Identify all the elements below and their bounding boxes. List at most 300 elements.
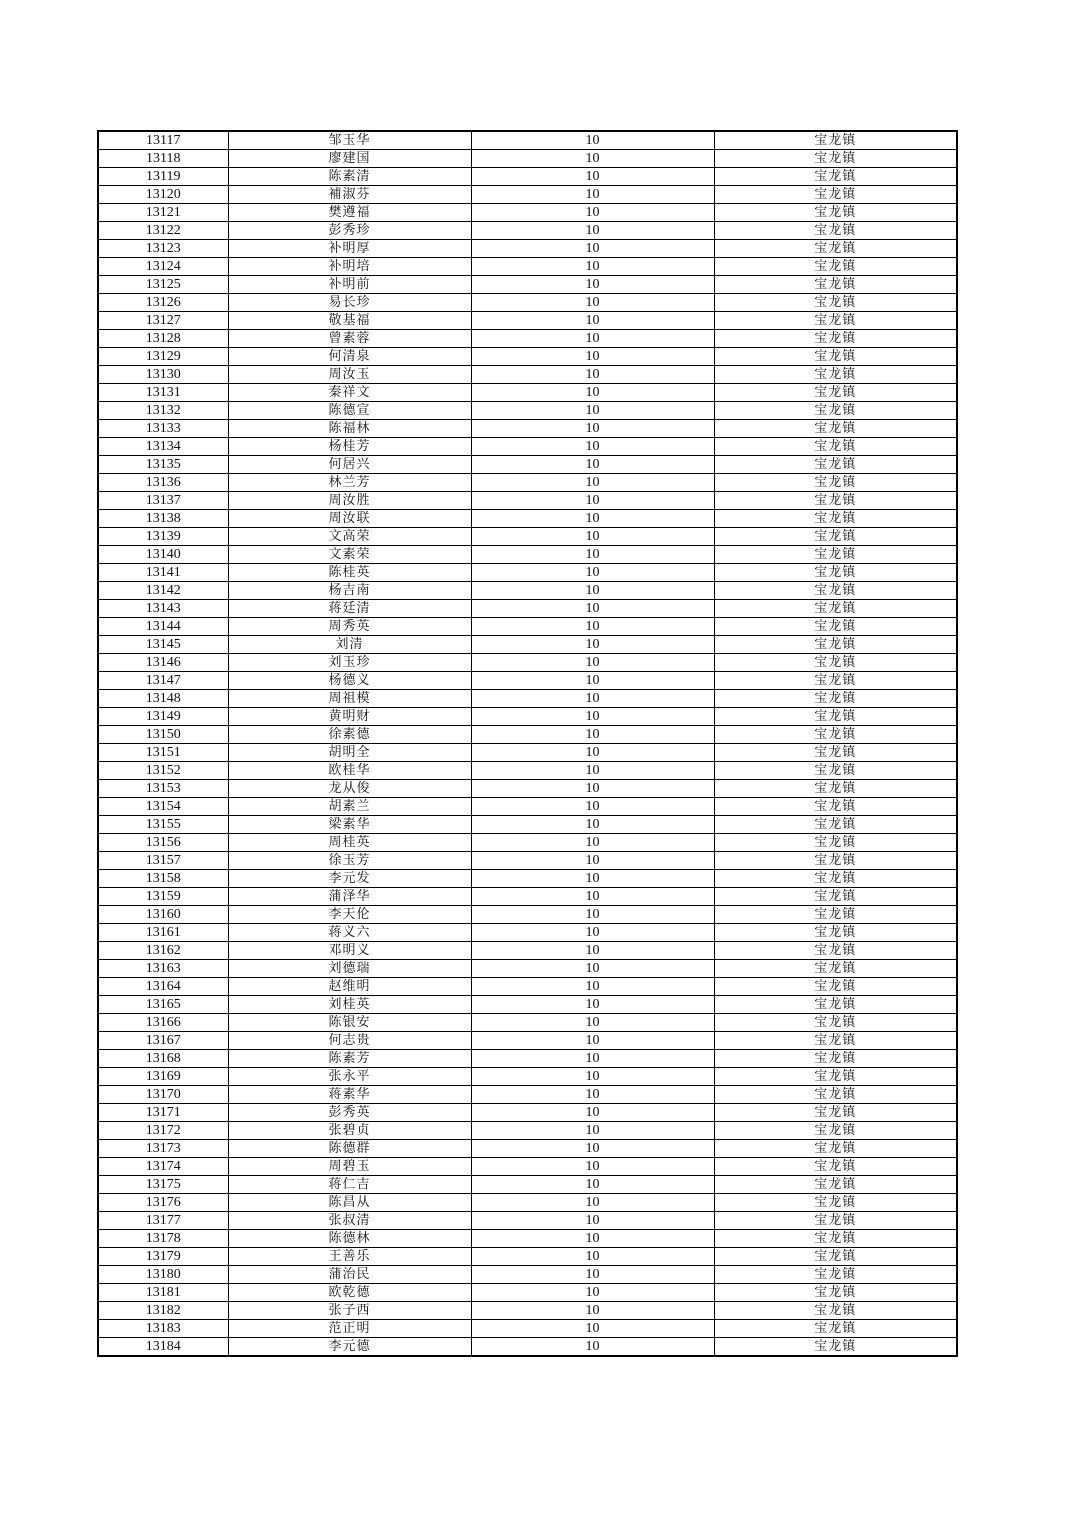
town-cell: 宝龙镇 xyxy=(714,546,957,564)
town-cell: 宝龙镇 xyxy=(714,600,957,618)
amount-cell: 10 xyxy=(471,564,714,582)
table-row xyxy=(98,1032,957,1050)
row-number-cell: 13143 xyxy=(98,600,228,618)
town-cell: 宝龙镇 xyxy=(714,870,957,888)
name-cell: 陈银安 xyxy=(228,1014,471,1032)
table-row xyxy=(98,384,957,402)
table-row xyxy=(98,510,957,528)
table-row xyxy=(98,492,957,510)
table-row xyxy=(98,1122,957,1140)
row-number-cell: 13160 xyxy=(98,906,228,924)
table-row xyxy=(98,960,957,978)
row-number-cell: 13175 xyxy=(98,1176,228,1194)
town-cell: 宝龙镇 xyxy=(714,474,957,492)
town-cell: 宝龙镇 xyxy=(714,780,957,798)
town-cell: 宝龙镇 xyxy=(714,330,957,348)
row-number-cell: 13123 xyxy=(98,240,228,258)
name-cell: 刘桂英 xyxy=(228,996,471,1014)
name-cell: 周碧玉 xyxy=(228,1158,471,1176)
amount-cell: 10 xyxy=(471,438,714,456)
name-cell: 刘清 xyxy=(228,636,471,654)
town-cell: 宝龙镇 xyxy=(714,906,957,924)
row-number-cell: 13150 xyxy=(98,726,228,744)
row-number-cell: 13149 xyxy=(98,708,228,726)
name-cell: 何居兴 xyxy=(228,456,471,474)
town-cell: 宝龙镇 xyxy=(714,402,957,420)
name-cell: 补明前 xyxy=(228,276,471,294)
town-cell: 宝龙镇 xyxy=(714,888,957,906)
name-cell: 李天伦 xyxy=(228,906,471,924)
row-number-cell: 13139 xyxy=(98,528,228,546)
row-number-cell: 13119 xyxy=(98,168,228,186)
name-cell: 邹玉华 xyxy=(228,131,471,150)
row-number-cell: 13157 xyxy=(98,852,228,870)
amount-cell: 10 xyxy=(471,1284,714,1302)
amount-cell: 10 xyxy=(471,654,714,672)
town-cell: 宝龙镇 xyxy=(714,1158,957,1176)
table-row xyxy=(98,1158,957,1176)
table-row xyxy=(98,816,957,834)
amount-cell: 10 xyxy=(471,960,714,978)
amount-cell: 10 xyxy=(471,1050,714,1068)
row-number-cell: 13171 xyxy=(98,1104,228,1122)
town-cell: 宝龙镇 xyxy=(714,384,957,402)
table-row xyxy=(98,1176,957,1194)
town-cell: 宝龙镇 xyxy=(714,1122,957,1140)
name-cell: 蒲治民 xyxy=(228,1266,471,1284)
name-cell: 廖建国 xyxy=(228,150,471,168)
amount-cell: 10 xyxy=(471,726,714,744)
row-number-cell: 13176 xyxy=(98,1194,228,1212)
name-cell: 龙从俊 xyxy=(228,780,471,798)
town-cell: 宝龙镇 xyxy=(714,456,957,474)
amount-cell: 10 xyxy=(471,1302,714,1320)
amount-cell: 10 xyxy=(471,1320,714,1338)
name-cell: 陈德群 xyxy=(228,1140,471,1158)
table-row xyxy=(98,186,957,204)
name-cell: 梁素华 xyxy=(228,816,471,834)
name-cell: 陈德林 xyxy=(228,1230,471,1248)
name-cell: 蒋素华 xyxy=(228,1086,471,1104)
name-cell: 徐玉芳 xyxy=(228,852,471,870)
town-cell: 宝龙镇 xyxy=(714,1068,957,1086)
table-row xyxy=(98,600,957,618)
table-row xyxy=(98,1302,957,1320)
name-cell: 周汝联 xyxy=(228,510,471,528)
row-number-cell: 13131 xyxy=(98,384,228,402)
name-cell: 张叔清 xyxy=(228,1212,471,1230)
table-row xyxy=(98,294,957,312)
town-cell: 宝龙镇 xyxy=(714,312,957,330)
town-cell: 宝龙镇 xyxy=(714,960,957,978)
table-row xyxy=(98,582,957,600)
name-cell: 刘玉珍 xyxy=(228,654,471,672)
name-cell: 蒋廷清 xyxy=(228,600,471,618)
table-row xyxy=(98,1050,957,1068)
town-cell: 宝龙镇 xyxy=(714,1050,957,1068)
row-number-cell: 13180 xyxy=(98,1266,228,1284)
table-row xyxy=(98,618,957,636)
amount-cell: 10 xyxy=(471,636,714,654)
name-cell: 蒋义六 xyxy=(228,924,471,942)
town-cell: 宝龙镇 xyxy=(714,978,957,996)
amount-cell: 10 xyxy=(471,708,714,726)
amount-cell: 10 xyxy=(471,186,714,204)
name-cell: 胡素兰 xyxy=(228,798,471,816)
row-number-cell: 13130 xyxy=(98,366,228,384)
town-cell: 宝龙镇 xyxy=(714,1194,957,1212)
name-cell: 陈素清 xyxy=(228,168,471,186)
town-cell: 宝龙镇 xyxy=(714,1266,957,1284)
row-number-cell: 13121 xyxy=(98,204,228,222)
row-number-cell: 13166 xyxy=(98,1014,228,1032)
amount-cell: 10 xyxy=(471,204,714,222)
name-cell: 何志贵 xyxy=(228,1032,471,1050)
town-cell: 宝龙镇 xyxy=(714,1032,957,1050)
amount-cell: 10 xyxy=(471,1122,714,1140)
name-cell: 彭秀英 xyxy=(228,1104,471,1122)
row-number-cell: 13138 xyxy=(98,510,228,528)
amount-cell: 10 xyxy=(471,618,714,636)
table-row xyxy=(98,546,957,564)
name-cell: 周秀英 xyxy=(228,618,471,636)
row-number-cell: 13154 xyxy=(98,798,228,816)
name-cell: 易长珍 xyxy=(228,294,471,312)
table-row xyxy=(98,348,957,366)
row-number-cell: 13125 xyxy=(98,276,228,294)
row-number-cell: 13128 xyxy=(98,330,228,348)
table-row xyxy=(98,780,957,798)
town-cell: 宝龙镇 xyxy=(714,294,957,312)
name-cell: 邓明义 xyxy=(228,942,471,960)
name-cell: 何清泉 xyxy=(228,348,471,366)
row-number-cell: 13181 xyxy=(98,1284,228,1302)
amount-cell: 10 xyxy=(471,780,714,798)
row-number-cell: 13147 xyxy=(98,672,228,690)
row-number-cell: 13144 xyxy=(98,618,228,636)
name-cell: 陈桂英 xyxy=(228,564,471,582)
row-number-cell: 13164 xyxy=(98,978,228,996)
table-row xyxy=(98,1104,957,1122)
row-number-cell: 13183 xyxy=(98,1320,228,1338)
name-cell: 陈德宣 xyxy=(228,402,471,420)
table-row xyxy=(98,1140,957,1158)
table-row xyxy=(98,276,957,294)
table-row xyxy=(98,420,957,438)
amount-cell: 10 xyxy=(471,1212,714,1230)
row-number-cell: 13145 xyxy=(98,636,228,654)
table-row xyxy=(98,798,957,816)
table-row xyxy=(98,1212,957,1230)
table-row xyxy=(98,1338,957,1357)
table-row xyxy=(98,690,957,708)
name-cell: 李元发 xyxy=(228,870,471,888)
name-cell: 刘德瑞 xyxy=(228,960,471,978)
amount-cell: 10 xyxy=(471,1176,714,1194)
amount-cell: 10 xyxy=(471,276,714,294)
town-cell: 宝龙镇 xyxy=(714,798,957,816)
amount-cell: 10 xyxy=(471,330,714,348)
table-row xyxy=(98,402,957,420)
row-number-cell: 13165 xyxy=(98,996,228,1014)
table-body xyxy=(98,131,957,1356)
amount-cell: 10 xyxy=(471,348,714,366)
row-number-cell: 13159 xyxy=(98,888,228,906)
table-row xyxy=(98,978,957,996)
table-row xyxy=(98,564,957,582)
row-number-cell: 13179 xyxy=(98,1248,228,1266)
amount-cell: 10 xyxy=(471,798,714,816)
town-cell: 宝龙镇 xyxy=(714,654,957,672)
amount-cell: 10 xyxy=(471,402,714,420)
amount-cell: 10 xyxy=(471,1014,714,1032)
name-cell: 補淑芬 xyxy=(228,186,471,204)
town-cell: 宝龙镇 xyxy=(714,690,957,708)
amount-cell: 10 xyxy=(471,996,714,1014)
row-number-cell: 13117 xyxy=(98,131,228,150)
row-number-cell: 13155 xyxy=(98,816,228,834)
town-cell: 宝龙镇 xyxy=(714,726,957,744)
row-number-cell: 13129 xyxy=(98,348,228,366)
data-table xyxy=(97,130,958,1357)
amount-cell: 10 xyxy=(471,312,714,330)
name-cell: 林兰芳 xyxy=(228,474,471,492)
row-number-cell: 13137 xyxy=(98,492,228,510)
name-cell: 张子西 xyxy=(228,1302,471,1320)
row-number-cell: 13172 xyxy=(98,1122,228,1140)
town-cell: 宝龙镇 xyxy=(714,672,957,690)
amount-cell: 10 xyxy=(471,852,714,870)
town-cell: 宝龙镇 xyxy=(714,834,957,852)
name-cell: 欧桂华 xyxy=(228,762,471,780)
town-cell: 宝龙镇 xyxy=(714,492,957,510)
amount-cell: 10 xyxy=(471,978,714,996)
row-number-cell: 13174 xyxy=(98,1158,228,1176)
town-cell: 宝龙镇 xyxy=(714,1284,957,1302)
amount-cell: 10 xyxy=(471,1068,714,1086)
row-number-cell: 13161 xyxy=(98,924,228,942)
table-row xyxy=(98,1230,957,1248)
row-number-cell: 13167 xyxy=(98,1032,228,1050)
amount-cell: 10 xyxy=(471,492,714,510)
table-row xyxy=(98,906,957,924)
name-cell: 补明厚 xyxy=(228,240,471,258)
table-row xyxy=(98,834,957,852)
name-cell: 曾素蓉 xyxy=(228,330,471,348)
table-row xyxy=(98,1014,957,1032)
name-cell: 陈福林 xyxy=(228,420,471,438)
town-cell: 宝龙镇 xyxy=(714,510,957,528)
town-cell: 宝龙镇 xyxy=(714,1320,957,1338)
row-number-cell: 13182 xyxy=(98,1302,228,1320)
row-number-cell: 13136 xyxy=(98,474,228,492)
name-cell: 敬基福 xyxy=(228,312,471,330)
amount-cell: 10 xyxy=(471,222,714,240)
town-cell: 宝龙镇 xyxy=(714,618,957,636)
table-row xyxy=(98,1320,957,1338)
town-cell: 宝龙镇 xyxy=(714,942,957,960)
row-number-cell: 13132 xyxy=(98,402,228,420)
amount-cell: 10 xyxy=(471,1158,714,1176)
name-cell: 黄明财 xyxy=(228,708,471,726)
amount-cell: 10 xyxy=(471,420,714,438)
town-cell: 宝龙镇 xyxy=(714,366,957,384)
town-cell: 宝龙镇 xyxy=(714,1230,957,1248)
table-row xyxy=(98,150,957,168)
town-cell: 宝龙镇 xyxy=(714,131,957,150)
table-row xyxy=(98,222,957,240)
table-row xyxy=(98,942,957,960)
row-number-cell: 13173 xyxy=(98,1140,228,1158)
amount-cell: 10 xyxy=(471,1266,714,1284)
row-number-cell: 13151 xyxy=(98,744,228,762)
amount-cell: 10 xyxy=(471,924,714,942)
town-cell: 宝龙镇 xyxy=(714,240,957,258)
table-row xyxy=(98,312,957,330)
row-number-cell: 13184 xyxy=(98,1338,228,1357)
row-number-cell: 13177 xyxy=(98,1212,228,1230)
table-row xyxy=(98,1284,957,1302)
town-cell: 宝龙镇 xyxy=(714,276,957,294)
amount-cell: 10 xyxy=(471,942,714,960)
row-number-cell: 13156 xyxy=(98,834,228,852)
amount-cell: 10 xyxy=(471,582,714,600)
table-row xyxy=(98,708,957,726)
amount-cell: 10 xyxy=(471,762,714,780)
name-cell: 杨吉南 xyxy=(228,582,471,600)
name-cell: 周祖模 xyxy=(228,690,471,708)
amount-cell: 10 xyxy=(471,366,714,384)
table-row xyxy=(98,474,957,492)
table-row xyxy=(98,744,957,762)
name-cell: 张碧贞 xyxy=(228,1122,471,1140)
amount-cell: 10 xyxy=(471,456,714,474)
row-number-cell: 13152 xyxy=(98,762,228,780)
name-cell: 彭秀珍 xyxy=(228,222,471,240)
town-cell: 宝龙镇 xyxy=(714,528,957,546)
name-cell: 欧乾德 xyxy=(228,1284,471,1302)
amount-cell: 10 xyxy=(471,1032,714,1050)
name-cell: 杨德义 xyxy=(228,672,471,690)
town-cell: 宝龙镇 xyxy=(714,1086,957,1104)
table-row xyxy=(98,672,957,690)
row-number-cell: 13120 xyxy=(98,186,228,204)
town-cell: 宝龙镇 xyxy=(714,1212,957,1230)
table-row xyxy=(98,1266,957,1284)
table-row xyxy=(98,131,957,150)
row-number-cell: 13118 xyxy=(98,150,228,168)
amount-cell: 10 xyxy=(471,131,714,150)
table-row xyxy=(98,762,957,780)
name-cell: 补明培 xyxy=(228,258,471,276)
amount-cell: 10 xyxy=(471,546,714,564)
amount-cell: 10 xyxy=(471,672,714,690)
table-row xyxy=(98,258,957,276)
town-cell: 宝龙镇 xyxy=(714,816,957,834)
name-cell: 李元德 xyxy=(228,1338,471,1357)
table-row xyxy=(98,240,957,258)
name-cell: 陈素芳 xyxy=(228,1050,471,1068)
table-row xyxy=(98,528,957,546)
table-row xyxy=(98,654,957,672)
amount-cell: 10 xyxy=(471,870,714,888)
town-cell: 宝龙镇 xyxy=(714,222,957,240)
amount-cell: 10 xyxy=(471,1140,714,1158)
town-cell: 宝龙镇 xyxy=(714,1302,957,1320)
table-row xyxy=(98,1194,957,1212)
town-cell: 宝龙镇 xyxy=(714,744,957,762)
table-row xyxy=(98,888,957,906)
row-number-cell: 13169 xyxy=(98,1068,228,1086)
table-row xyxy=(98,924,957,942)
row-number-cell: 13178 xyxy=(98,1230,228,1248)
row-number-cell: 13170 xyxy=(98,1086,228,1104)
amount-cell: 10 xyxy=(471,816,714,834)
row-number-cell: 13168 xyxy=(98,1050,228,1068)
name-cell: 胡明全 xyxy=(228,744,471,762)
table-row xyxy=(98,636,957,654)
amount-cell: 10 xyxy=(471,150,714,168)
table-row xyxy=(98,1248,957,1266)
amount-cell: 10 xyxy=(471,690,714,708)
name-cell: 周桂英 xyxy=(228,834,471,852)
town-cell: 宝龙镇 xyxy=(714,1140,957,1158)
table-row xyxy=(98,168,957,186)
town-cell: 宝龙镇 xyxy=(714,420,957,438)
amount-cell: 10 xyxy=(471,1086,714,1104)
town-cell: 宝龙镇 xyxy=(714,348,957,366)
table-row xyxy=(98,438,957,456)
name-cell: 陈昌从 xyxy=(228,1194,471,1212)
name-cell: 杨桂芳 xyxy=(228,438,471,456)
town-cell: 宝龙镇 xyxy=(714,1248,957,1266)
row-number-cell: 13133 xyxy=(98,420,228,438)
table-row xyxy=(98,456,957,474)
row-number-cell: 13162 xyxy=(98,942,228,960)
amount-cell: 10 xyxy=(471,1104,714,1122)
name-cell: 樊遵福 xyxy=(228,204,471,222)
amount-cell: 10 xyxy=(471,1230,714,1248)
name-cell: 蒋仁吉 xyxy=(228,1176,471,1194)
amount-cell: 10 xyxy=(471,168,714,186)
town-cell: 宝龙镇 xyxy=(714,1338,957,1357)
amount-cell: 10 xyxy=(471,384,714,402)
amount-cell: 10 xyxy=(471,474,714,492)
town-cell: 宝龙镇 xyxy=(714,168,957,186)
town-cell: 宝龙镇 xyxy=(714,996,957,1014)
town-cell: 宝龙镇 xyxy=(714,204,957,222)
row-number-cell: 13134 xyxy=(98,438,228,456)
amount-cell: 10 xyxy=(471,1194,714,1212)
row-number-cell: 13124 xyxy=(98,258,228,276)
row-number-cell: 13126 xyxy=(98,294,228,312)
amount-cell: 10 xyxy=(471,1338,714,1357)
row-number-cell: 13158 xyxy=(98,870,228,888)
amount-cell: 10 xyxy=(471,528,714,546)
town-cell: 宝龙镇 xyxy=(714,1104,957,1122)
amount-cell: 10 xyxy=(471,906,714,924)
row-number-cell: 13142 xyxy=(98,582,228,600)
town-cell: 宝龙镇 xyxy=(714,1014,957,1032)
table-row xyxy=(98,204,957,222)
amount-cell: 10 xyxy=(471,888,714,906)
row-number-cell: 13122 xyxy=(98,222,228,240)
row-number-cell: 13153 xyxy=(98,780,228,798)
table-row xyxy=(98,1086,957,1104)
table-row xyxy=(98,852,957,870)
town-cell: 宝龙镇 xyxy=(714,582,957,600)
row-number-cell: 13141 xyxy=(98,564,228,582)
